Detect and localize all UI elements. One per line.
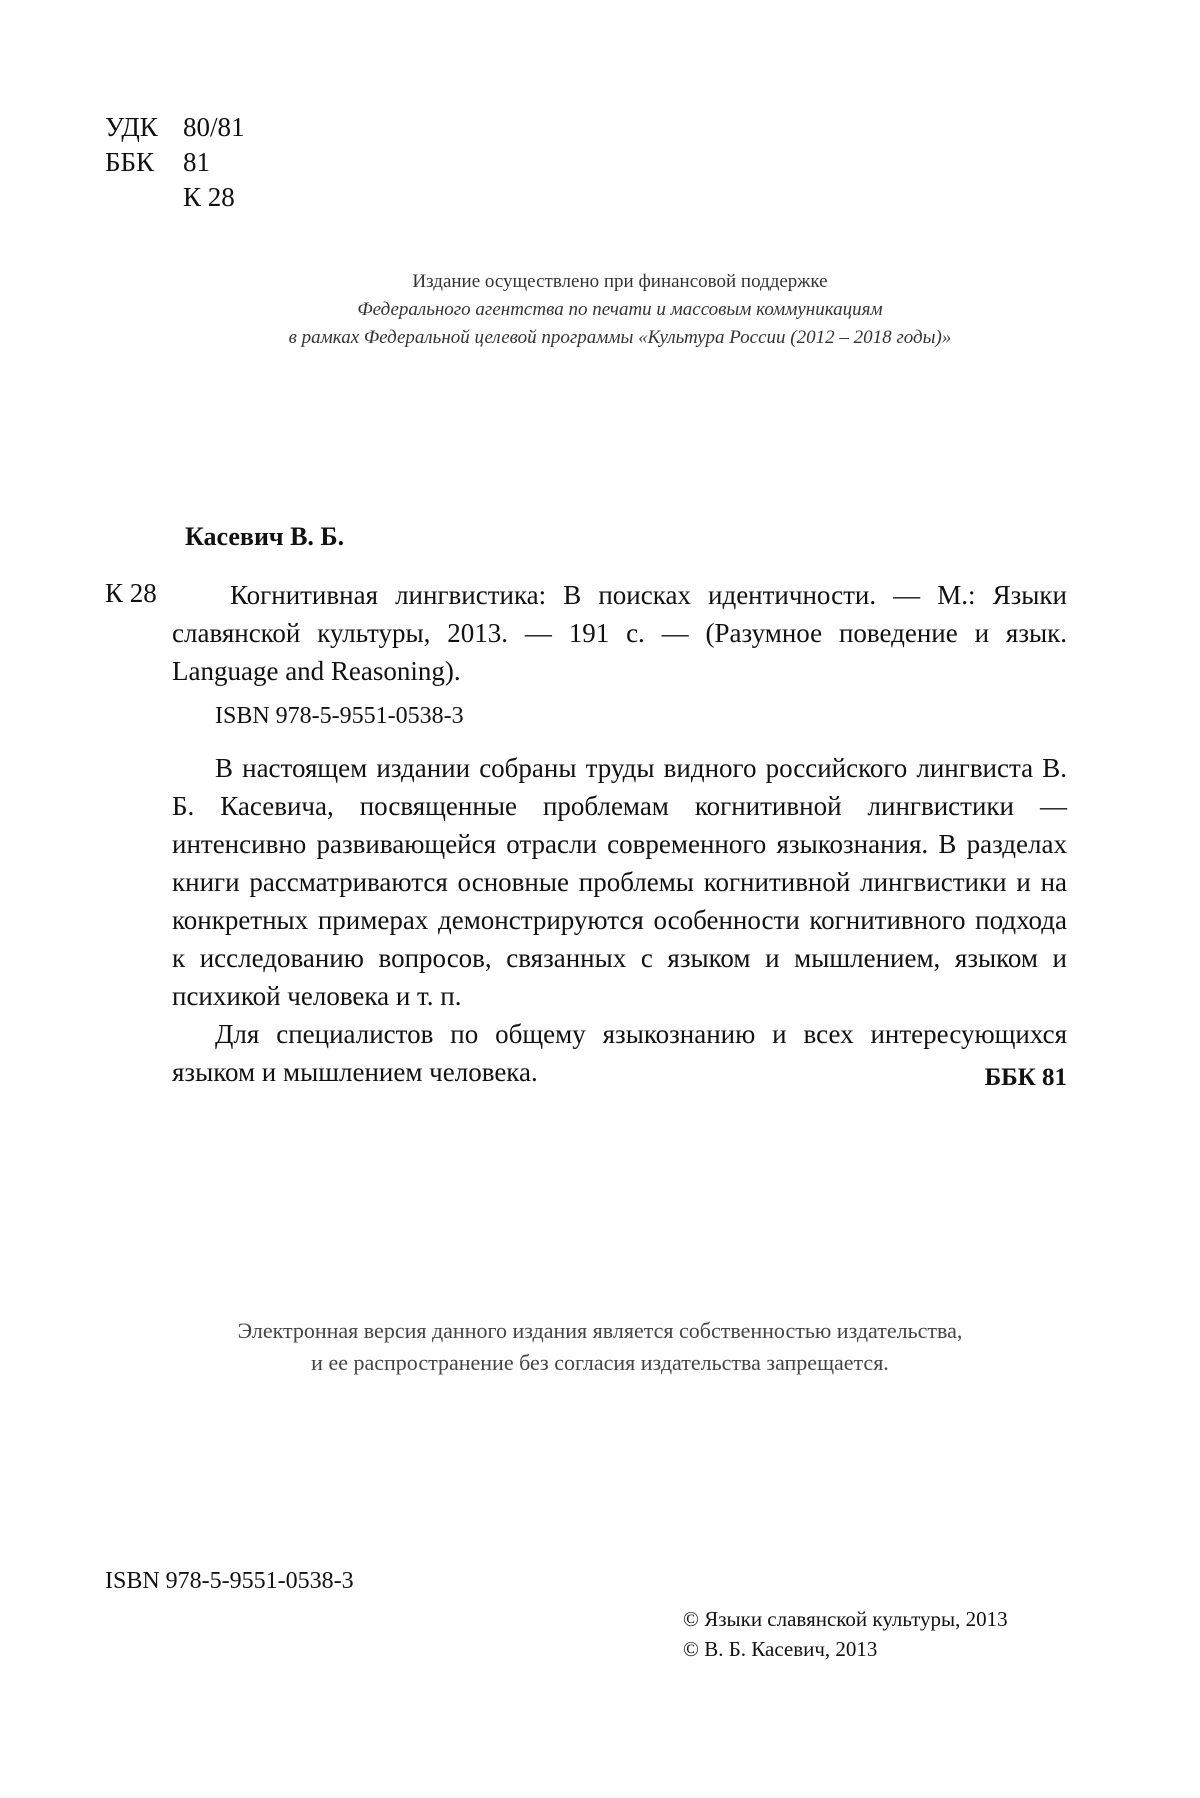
udk-value: 80/81 [183,112,245,142]
bbk-value: 81 [183,147,210,177]
udk-label: УДК [105,112,158,142]
annotation-paragraph-2: Для специалистов по общему языкознанию и всех интересующихся языком и мышлением человека. [172,1019,1067,1087]
author-heading: Касевич В. Б. [185,522,345,551]
funding-line-1: Издание осуществлено при финансовой поддержке [412,271,828,292]
copyright-author: © В. Б. Касевич, 2013 [683,1637,878,1661]
annotation [172,749,1067,1091]
author-mark-line [105,180,245,215]
author-mark: К 28 [183,182,235,212]
electronic-notice [120,1315,1080,1379]
annotation-paragraph-1: В настоящем издании собраны труды видного российского лингвиста В. Б. Касевича, посвященные проблемам когнитивной лингвистики — интенсивно развивающейся отрасли современного языкознания. В разделах книги рассматриваются основные проблемы когнитивной лингвистики и на конкретных примерах демонстрируются особенности когнитивного подхода к исследованию вопросов, связанных с языком и мышлением, языком и психикой человека и т. п. [172,753,1067,1011]
bbk-line [105,145,245,180]
record-isbn: ISBN 978-5-9551-0538-3 [215,703,464,729]
copyright-publisher: © Языки славянской культуры, 2013 [683,1607,1008,1631]
funding-note [160,268,1080,352]
bbk-label: ББК [105,147,155,177]
record-author-mark: К 28 [105,578,157,608]
udk-line [105,110,245,145]
funding-line-2: Федерального агентства по печати и массовым коммуникациям [357,299,883,320]
title-block: Когнитивная лингвистика: В поисках идентичности. — М.: Языки славянской культуры, 2013. — 191 с. — (Разумное поведение и язык. Language and Reasoning). [172,580,1067,686]
copyright-block [683,1604,1008,1664]
bibliographic-description [172,576,1067,690]
funding-line-3: в рамках Федеральной целевой программы «Культура России (2012 – 2018 годы)» [288,327,952,348]
classification-block [105,110,245,215]
footer-isbn: ISBN 978-5-9551-0538-3 [105,1568,354,1594]
annotation-bbk: ББК 81 [984,1064,1067,1091]
notice-line-2: и ее распространение без согласия издательства запрещается. [311,1350,889,1375]
notice-line-1: Электронная версия данного издания является собственностью издательства, [237,1318,963,1343]
